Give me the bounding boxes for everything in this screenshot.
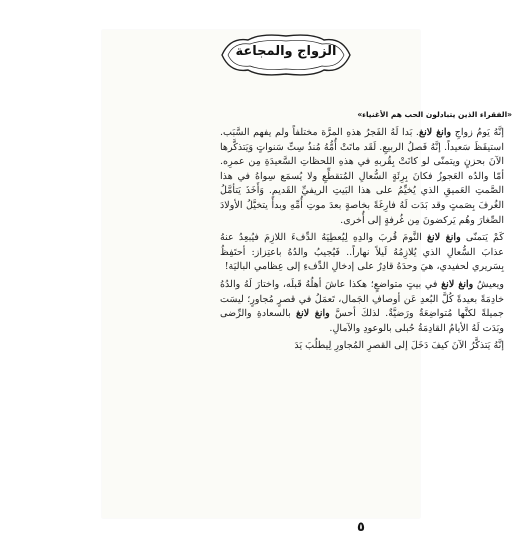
character-name: وانغ لانغ xyxy=(426,232,461,244)
paragraph xyxy=(220,339,504,354)
page-number: ٥ xyxy=(357,520,365,535)
chapter-banner xyxy=(220,34,352,76)
text-run: كَمْ يَتمنّى xyxy=(460,232,504,244)
text-run: ويعيشُ xyxy=(473,278,504,290)
character-name: وانغ لانغ xyxy=(418,127,452,138)
text-run: في بيتٍ متواضعٍ؛ هكذا عاشَ أهلُهُ قَبلَه، واختارَ لَهُ والدُهُ خادِمَةً بعيدةً كُلَّ البُعدِ عَن أوصافِ الجَمال، تَعمَلُ في قصرٍ مُجاورٍ؛ ليسَت جميلةً لكنَّها مُتواضِعَةٌ ورَضيَّةٌ. لذلكَ أحسَّ xyxy=(220,278,504,320)
character-name: وانغ لانغ xyxy=(295,308,330,320)
paragraph xyxy=(220,126,504,228)
text-run: إنَّهُ يَتذكَّرُ الآنَ كيفَ دَخَلَ إلى القصرِ المُجاورِ لِيطلُبَ يَدَ xyxy=(294,340,504,352)
text-run: . بَدا لَهُ الفَجرُ هذهِ المرَّة مختلفاً ولم يفهم السَّبَب. استيقَظَ سَعيداً. إنَّهُ فَصلُ الربيعِ. لَقَد ماتَتْ أُمُّهُ مُنذُ سِتِّ سَنواتٍ وَيَتذكَّرها الآنَ بحزنٍ ويتمنّى لو كانَتْ بِقُربهِ في هذهِ اللحظاتِ السَّعيدَةِ مِن عمرِه. أمّا والدُه العَجوزُ فكانَ بِرِئَةٍ السُّعالِ المُتقطِّعِ ولا يُسمَع سِواهُ في هذا الصَّمتِ العَميقِ الذي يُخيِّمُ على هذا البَيتِ الريفيِّ القَديمِ. وَأَخَذَ يَتأمَّلُ الغُرفَ بِصَمتٍ وقد بَدَت لَهُ فارِغَةً بخاصةٍ بعدَ موتِ أُمِّهِ وبدأَ يتخيَّلُ الأولادَ الصِّغارَ وهُم يَركضونَ مِن غُرفةٍ إلى أُخرى. xyxy=(220,127,504,226)
character-name: وانغ لانغ xyxy=(441,278,474,290)
chapter-text xyxy=(220,126,504,357)
text-run: إنَّهُ يَومُ زواجِ xyxy=(451,127,504,138)
epigraph: «الفقراء الذين يتبادلون الحب هم الأغنياء» xyxy=(357,110,512,119)
book-page xyxy=(102,30,512,535)
paragraph xyxy=(220,278,504,336)
paragraph xyxy=(220,231,504,275)
text-run: بالسعادةِ والرِّضى وبَدَت لَهُ الأيامُ القادِمَةُ حُبلى بالوعودِ والآمالِ. xyxy=(220,308,504,334)
chapter-title: الزواج والمجاعة xyxy=(235,44,337,59)
text-run: النَّومَ قُربَ والدِهِ لِيُعطِيَهُ الدِّفءَ اللازِمَ فيُبعِدُ عنهُ عذابَ السُّعالِ الذي يُلازِمُهُ لَيلاً نهاراً.. فَيُجيبُ والدُهُ باعتِزاز: أحتَفِظُ بِسَريري لحفيدي، هيَ وحدَهُ قادِرٌ على إدخالِ الدِّفءِ إلى عِظامي الباليَة! xyxy=(220,232,504,273)
